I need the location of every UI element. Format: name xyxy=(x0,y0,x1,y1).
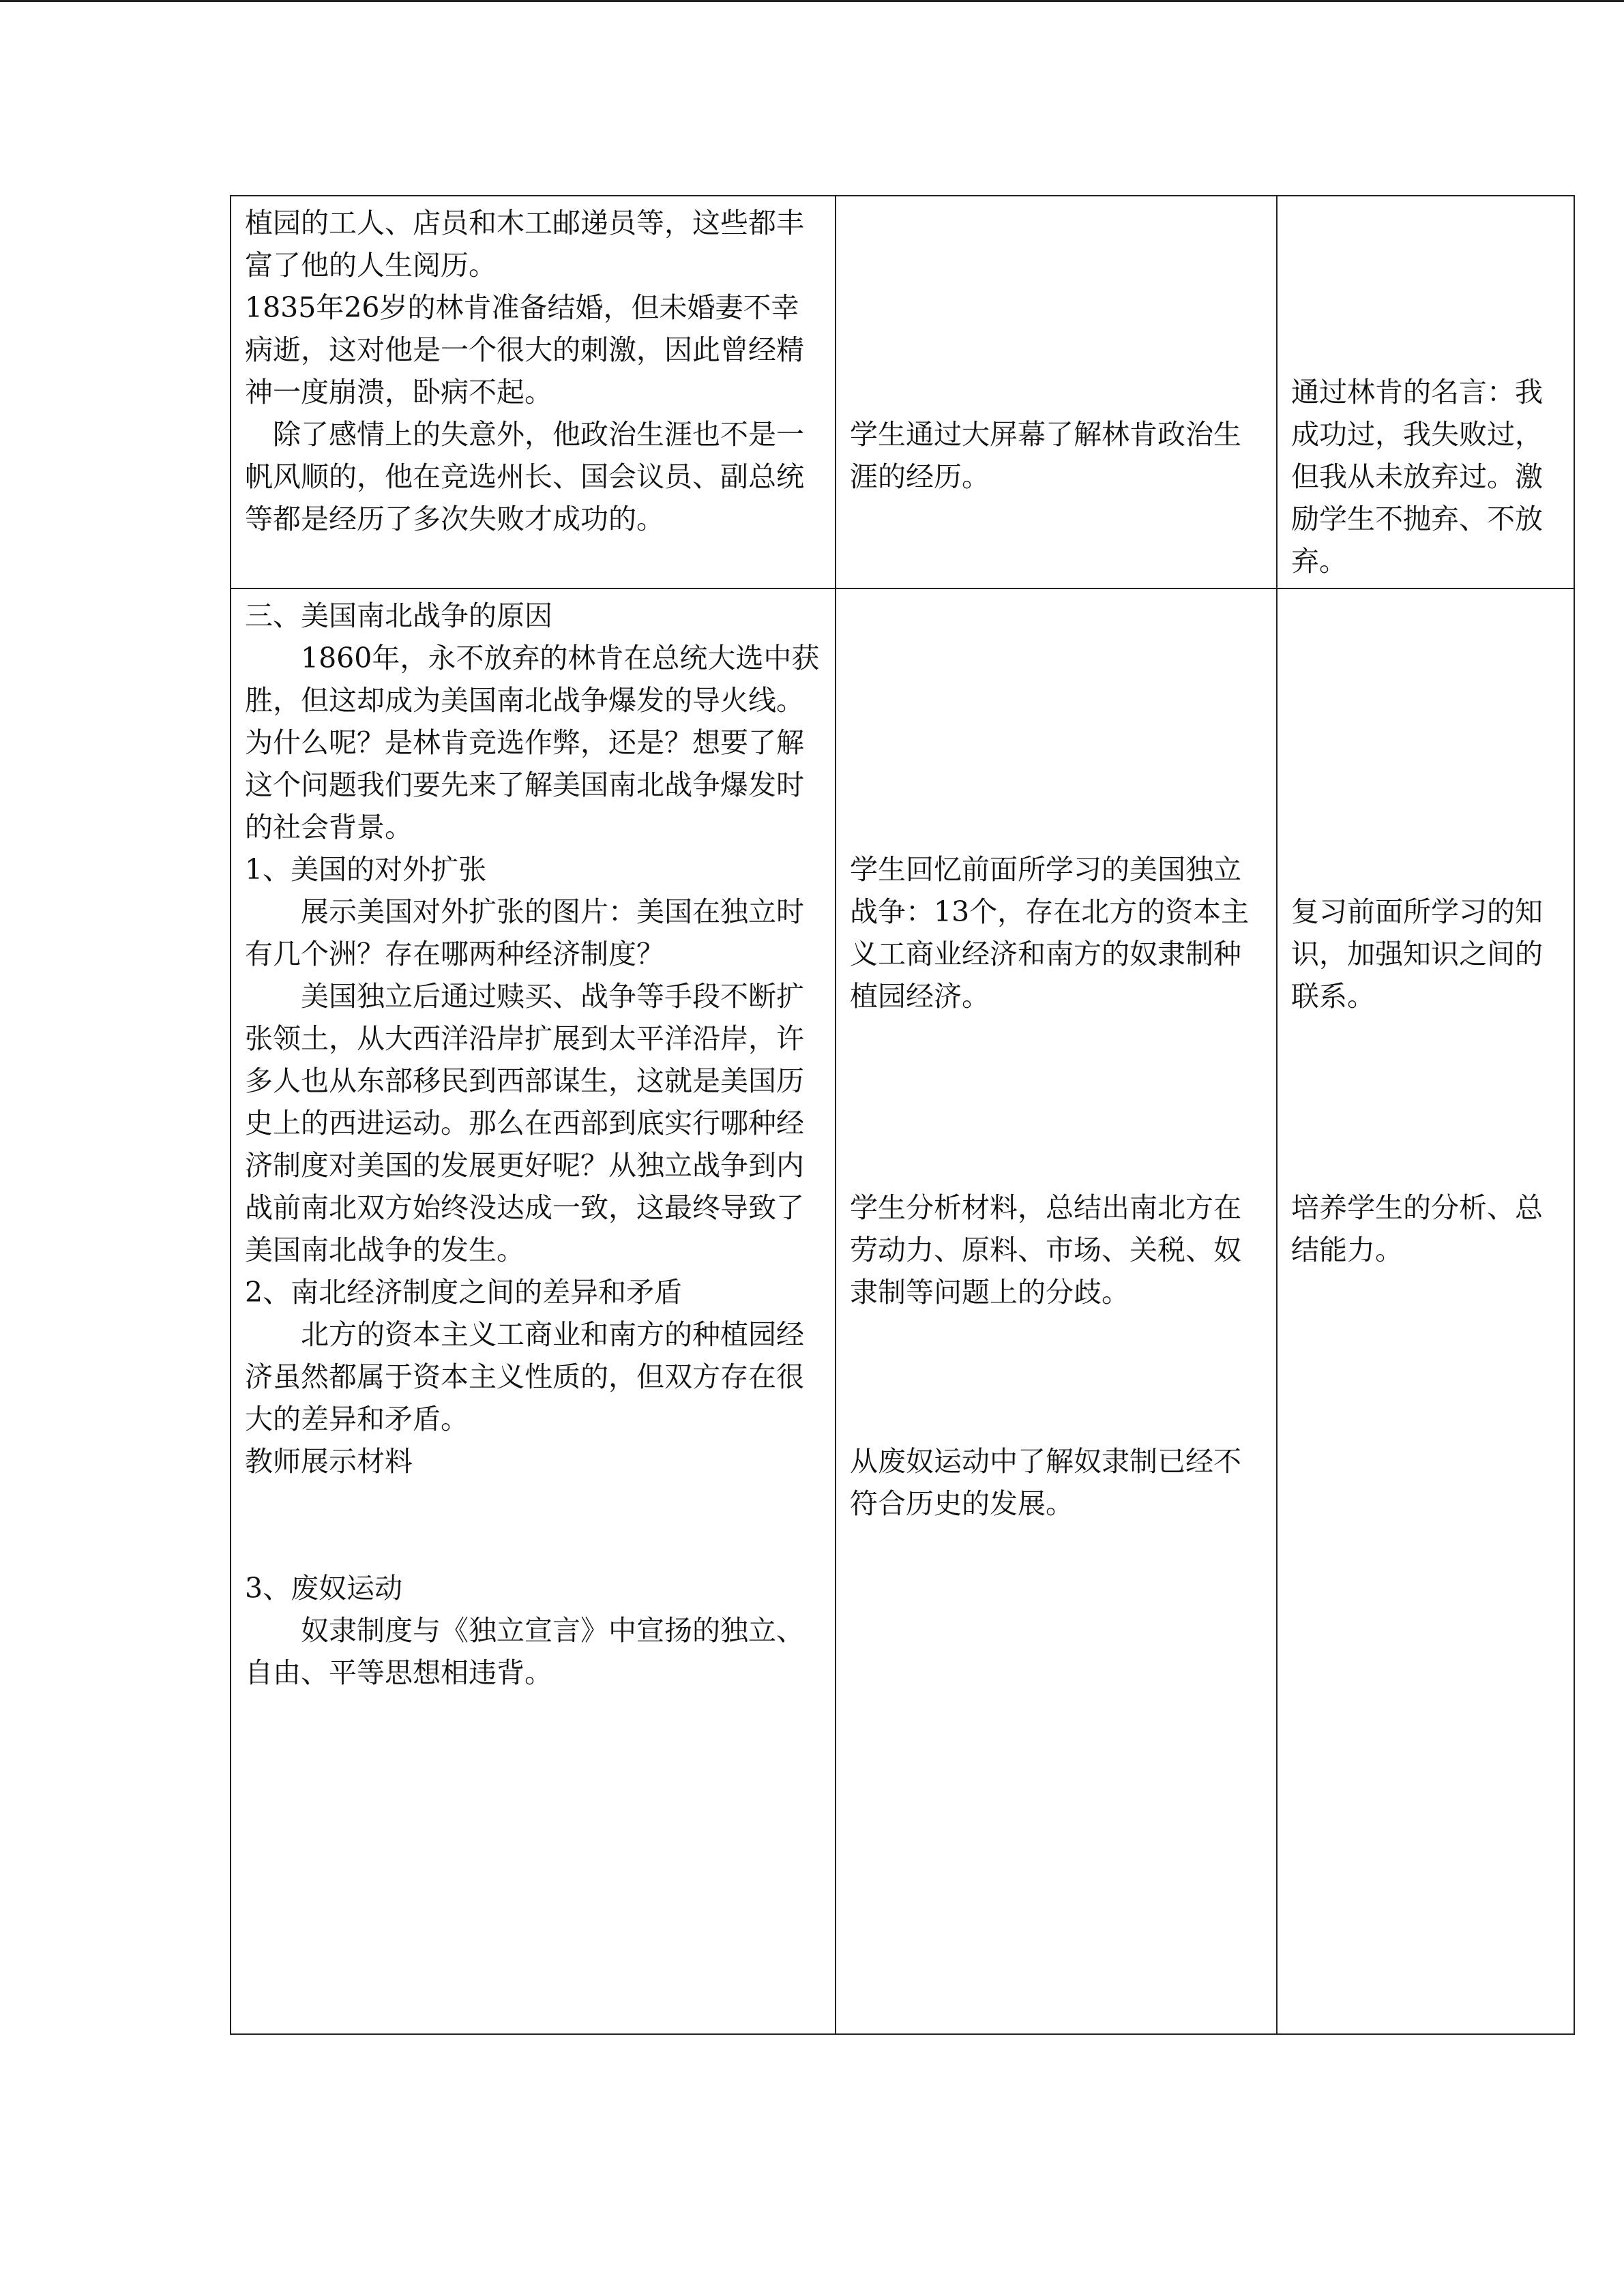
student-activity-text: 学生回忆前面所学习的美国独立战争：13个，存在北方的资本主义工商业经济和南方的奴隶制种植园经济。 xyxy=(850,853,1250,1013)
design-purpose-cell xyxy=(1277,588,1574,2034)
student-activity-text: 学生通过大屏幕了解林肯政治生涯的经历。 xyxy=(850,418,1241,493)
content-paragraph: 奴隶制度与《独立宣言》中宣扬的独立、自由、平等思想相违背。 xyxy=(245,1614,804,1689)
student-activity-cell xyxy=(836,196,1277,588)
design-purpose-text: 培养学生的分析、总结能力。 xyxy=(1291,1191,1543,1266)
student-activity-text: 学生分析材料，总结出南北方在劳动力、原料、市场、关税、奴隶制等问题上的分歧。 xyxy=(850,1191,1241,1309)
content-paragraph: 展示美国对外扩张的图片：美国在独立时有几个洲？存在哪两种经济制度？ xyxy=(245,895,804,970)
teaching-content-cell xyxy=(231,588,836,2034)
student-activity-cell xyxy=(836,588,1277,2034)
subsection-title: 3、废奴运动 xyxy=(245,1572,403,1605)
page-top-rule xyxy=(0,0,1624,2)
table-row xyxy=(231,588,1574,2034)
content-paragraph: 1835年26岁的林肯准备结婚，但未婚妻不幸病逝，这对他是一个很大的刺激，因此曾经精神一度崩溃，卧病不起。 xyxy=(245,291,804,408)
student-activity-text: 从废奴运动中了解奴隶制已经不符合历史的发展。 xyxy=(850,1445,1241,1520)
design-purpose-cell xyxy=(1277,196,1574,588)
teaching-content-cell xyxy=(231,196,836,588)
subsection-title: 1、美国的对外扩张 xyxy=(245,853,487,886)
table-row xyxy=(231,196,1574,588)
content-paragraph: 北方的资本主义工商业和南方的种植园经济虽然都属于资本主义性质的，但双方存在很大的差异和矛盾。 xyxy=(245,1318,804,1435)
content-paragraph: 美国独立后通过赎买、战争等手段不断扩张领土，从大西洋沿岸扩展到太平洋沿岸，许多人也从东部移民到西部谋生，这就是美国历史上的西进运动。那么在西部到底实行哪种经济制度对美国的发展更好呢？从独立战争到内战前南北双方始终没达成一致，这最终导致了美国南北战争的发生。 xyxy=(245,980,804,1266)
section-heading: 三、美国南北战争的原因 xyxy=(245,599,552,632)
content-paragraph: 教师展示材料 xyxy=(245,1445,413,1478)
content-paragraph: 除了感情上的失意外，他政治生涯也不是一帆风顺的，他在竞选州长、国会议员、副总统等都是经历了多次失败才成功的。 xyxy=(245,418,804,535)
content-paragraph: 植园的工人、店员和木工邮递员等，这些都丰富了他的人生阅历。 xyxy=(245,207,804,282)
lesson-plan-table xyxy=(230,195,1575,2035)
design-purpose-text: 复习前面所学习的知识，加强知识之间的联系。 xyxy=(1291,895,1543,1013)
subsection-title: 2、南北经济制度之间的差异和矛盾 xyxy=(245,1276,683,1309)
content-paragraph: 1860年，永不放弃的林肯在总统大选中获胜，但这却成为美国南北战争爆发的导火线。为什么呢？是林肯竞选作弊，还是？想要了解这个问题我们要先来了解美国南北战争爆发时的社会背景。 xyxy=(245,642,820,844)
design-purpose-text: 通过林肯的名言：我成功过，我失败过，但我从未放弃过。激励学生不抛弃、不放弃。 xyxy=(1291,376,1543,578)
